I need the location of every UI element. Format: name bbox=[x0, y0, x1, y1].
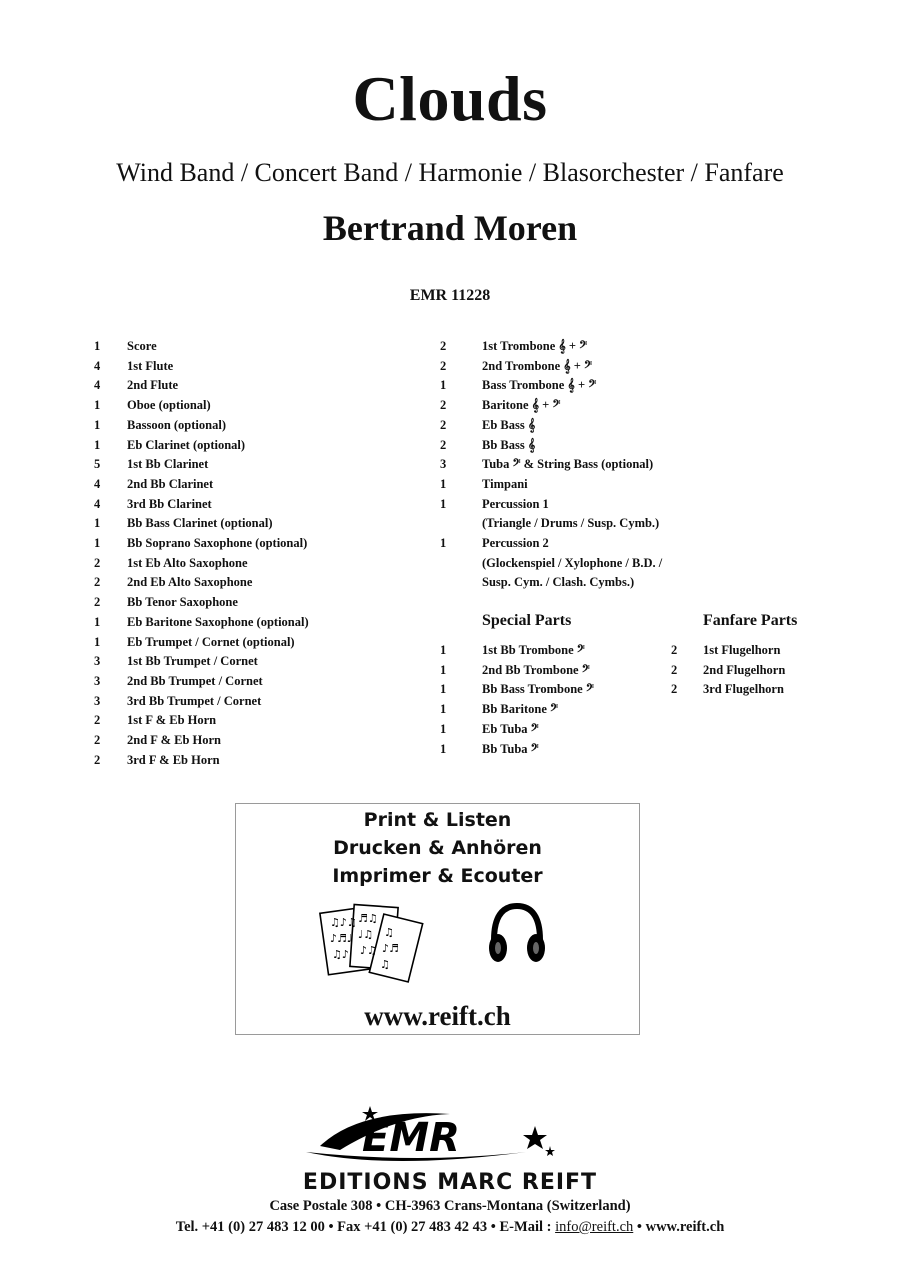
part-quantity: 2 bbox=[94, 752, 101, 767]
svg-text:♩♫: ♩♫ bbox=[358, 928, 374, 941]
special-parts-heading: Special Parts bbox=[482, 612, 572, 629]
part-quantity: 1 bbox=[440, 496, 447, 511]
part-label: 3rd Bb Clarinet bbox=[127, 496, 212, 511]
part-quantity: 1 bbox=[94, 536, 101, 550]
part-quantity: 1 bbox=[94, 614, 101, 629]
part-quantity: 2 bbox=[671, 643, 678, 657]
part-label: Tuba 𝄢 & String Bass (optional) bbox=[482, 457, 654, 472]
svg-text:♫: ♫ bbox=[384, 926, 394, 939]
part-quantity: 1 bbox=[94, 339, 101, 353]
part-label: 3rd Flugelhorn bbox=[703, 682, 784, 697]
catalog-number: EMR 11228 bbox=[409, 287, 491, 304]
title: Clouds bbox=[352, 63, 548, 134]
part-label: 2nd Bb Clarinet bbox=[127, 476, 214, 491]
svg-text:EMR: EMR bbox=[362, 1115, 460, 1161]
svg-text:♫: ♫ bbox=[380, 958, 390, 971]
part-quantity: 2 bbox=[671, 682, 678, 697]
part-label: 1st Flugelhorn bbox=[703, 643, 781, 657]
contact-web: • www.reift.ch bbox=[633, 1219, 725, 1235]
contact-phone-fax: Tel. +41 (0) 27 483 12 00 • Fax +41 (0) 27 483 42 43 • E-Mail : bbox=[175, 1219, 556, 1235]
part-label: 2nd Trombone 𝄞 + 𝄢 bbox=[482, 358, 593, 373]
part-label: Bb Bass Trombone 𝄢 bbox=[482, 682, 594, 697]
part-quantity: 1 bbox=[94, 516, 101, 531]
part-label: 2nd Bb Trumpet / Cornet bbox=[127, 673, 263, 688]
part-label: Bb Tenor Saxophone bbox=[127, 595, 238, 610]
part-label: 1st Trombone 𝄞 + 𝄢 bbox=[482, 339, 588, 353]
part-quantity: 1 bbox=[440, 702, 447, 717]
part-quantity: 1 bbox=[440, 721, 447, 736]
part-label: 2nd Bb Trombone 𝄢 bbox=[482, 662, 590, 677]
part-quantity: 1 bbox=[94, 417, 101, 432]
part-quantity: 1 bbox=[94, 437, 101, 452]
part-label: Eb Trumpet / Cornet (optional) bbox=[127, 634, 295, 649]
part-label: Bb Bass 𝄞 bbox=[482, 437, 536, 452]
part-label: 2nd F & Eb Horn bbox=[127, 733, 222, 747]
part-label: Susp. Cym. / Clash. Cymbs.) bbox=[482, 575, 635, 590]
part-label: (Triangle / Drums / Susp. Cymb.) bbox=[482, 516, 660, 531]
part-label: 3rd Bb Trumpet / Cornet bbox=[127, 693, 262, 708]
part-quantity: 4 bbox=[94, 358, 101, 373]
promo-line-2: Drucken & Anhören bbox=[333, 837, 542, 859]
part-quantity: 2 bbox=[94, 555, 101, 570]
part-label: 2nd Flute bbox=[127, 378, 179, 393]
part-label: 2nd Eb Alto Saxophone bbox=[127, 575, 253, 590]
part-quantity: 2 bbox=[94, 595, 101, 610]
instrumentation-right-list bbox=[440, 337, 740, 597]
part-quantity: 2 bbox=[94, 713, 101, 728]
part-label: Baritone 𝄞 + 𝄢 bbox=[482, 398, 561, 413]
part-quantity: 1 bbox=[94, 398, 101, 413]
special-parts-list bbox=[440, 641, 660, 761]
part-quantity: 2 bbox=[440, 398, 447, 413]
part-label: Bassoon (optional) bbox=[127, 417, 226, 432]
part-label: 3rd F & Eb Horn bbox=[127, 752, 220, 767]
part-quantity: 3 bbox=[94, 654, 101, 669]
part-label: Eb Bass 𝄞 bbox=[482, 417, 536, 432]
svg-text:♪♬♩: ♪♬♩ bbox=[330, 932, 353, 945]
part-label: (Glockenspiel / Xylophone / B.D. / bbox=[482, 555, 663, 570]
email-link[interactable]: info@reift.ch bbox=[555, 1219, 634, 1235]
part-quantity: 4 bbox=[94, 476, 101, 491]
part-quantity: 1 bbox=[440, 476, 447, 491]
part-label: 1st Eb Alto Saxophone bbox=[127, 555, 248, 570]
part-label: Percussion 2 bbox=[482, 536, 549, 550]
promo-url: www.reift.ch bbox=[364, 1001, 511, 1031]
part-quantity: 1 bbox=[440, 643, 447, 657]
svg-text:♫♪: ♫♪ bbox=[332, 948, 349, 961]
sheet-music-icon bbox=[318, 900, 426, 990]
part-label: Eb Baritone Saxophone (optional) bbox=[127, 614, 309, 629]
subtitle: Wind Band / Concert Band / Harmonie / Blasorchester / Fanfare bbox=[116, 158, 784, 187]
part-label: 1st Bb Clarinet bbox=[127, 457, 209, 472]
part-quantity: 1 bbox=[94, 634, 101, 649]
part-label: Oboe (optional) bbox=[127, 398, 211, 413]
part-quantity: 1 bbox=[440, 741, 447, 756]
part-label: 1st F & Eb Horn bbox=[127, 713, 217, 728]
publisher-address: Case Postale 308 • CH-3963 Crans-Montana (Switzerland) bbox=[269, 1198, 631, 1214]
part-label: Eb Tuba 𝄢 bbox=[482, 721, 539, 736]
part-quantity: 2 bbox=[94, 575, 101, 590]
svg-text:♪♫: ♪♫ bbox=[360, 944, 377, 957]
part-label: Eb Clarinet (optional) bbox=[127, 437, 246, 452]
part-label: Bb Tuba 𝄢 bbox=[482, 741, 539, 756]
part-quantity: 2 bbox=[440, 358, 447, 373]
part-quantity: 2 bbox=[440, 417, 447, 432]
part-label: Bb Soprano Saxophone (optional) bbox=[127, 536, 308, 550]
emr-logo bbox=[300, 1106, 570, 1168]
part-quantity: 1 bbox=[440, 378, 447, 393]
headphones-icon bbox=[486, 900, 548, 970]
print-listen-box bbox=[235, 803, 640, 1035]
part-quantity: 4 bbox=[94, 378, 101, 393]
part-quantity: 3 bbox=[440, 457, 447, 472]
part-quantity: 5 bbox=[94, 457, 101, 472]
part-quantity: 2 bbox=[440, 339, 447, 353]
part-label: Bb Baritone 𝄢 bbox=[482, 702, 559, 717]
part-label: 1st Bb Trombone 𝄢 bbox=[482, 643, 585, 657]
composer: Bertrand Moren bbox=[322, 208, 578, 248]
part-quantity: 1 bbox=[440, 682, 447, 697]
part-quantity: 2 bbox=[440, 437, 447, 452]
svg-text:♬♫: ♬♫ bbox=[358, 912, 378, 925]
part-quantity: 1 bbox=[440, 662, 447, 677]
instrumentation-left-list bbox=[94, 337, 434, 777]
publisher-name: EDITIONS MARC REIFT bbox=[302, 1170, 598, 1195]
fanfare-parts-list bbox=[671, 641, 871, 701]
part-quantity: 2 bbox=[94, 733, 101, 747]
part-label: Percussion 1 bbox=[482, 496, 549, 511]
svg-text:♫♪♫: ♫♪♫ bbox=[330, 916, 357, 929]
part-quantity: 2 bbox=[671, 662, 678, 677]
part-label: 2nd Flugelhorn bbox=[703, 662, 786, 677]
part-label: 1st Bb Trumpet / Cornet bbox=[127, 654, 258, 669]
part-quantity: 1 bbox=[440, 536, 447, 550]
part-quantity: 3 bbox=[94, 693, 101, 708]
fanfare-parts-heading: Fanfare Parts bbox=[703, 612, 798, 629]
part-label: Bass Trombone 𝄞 + 𝄢 bbox=[482, 378, 597, 393]
promo-line-1: Print & Listen bbox=[363, 809, 512, 831]
part-label: Score bbox=[127, 339, 157, 353]
part-label: 1st Flute bbox=[127, 358, 174, 373]
part-quantity: 3 bbox=[94, 673, 101, 688]
publisher-contact bbox=[0, 1219, 900, 1236]
svg-text:♪♬: ♪♬ bbox=[382, 942, 399, 955]
promo-line-3: Imprimer & Ecouter bbox=[332, 865, 543, 887]
part-quantity: 4 bbox=[94, 496, 101, 511]
part-label: Timpani bbox=[482, 476, 528, 491]
part-label: Bb Bass Clarinet (optional) bbox=[127, 516, 273, 531]
